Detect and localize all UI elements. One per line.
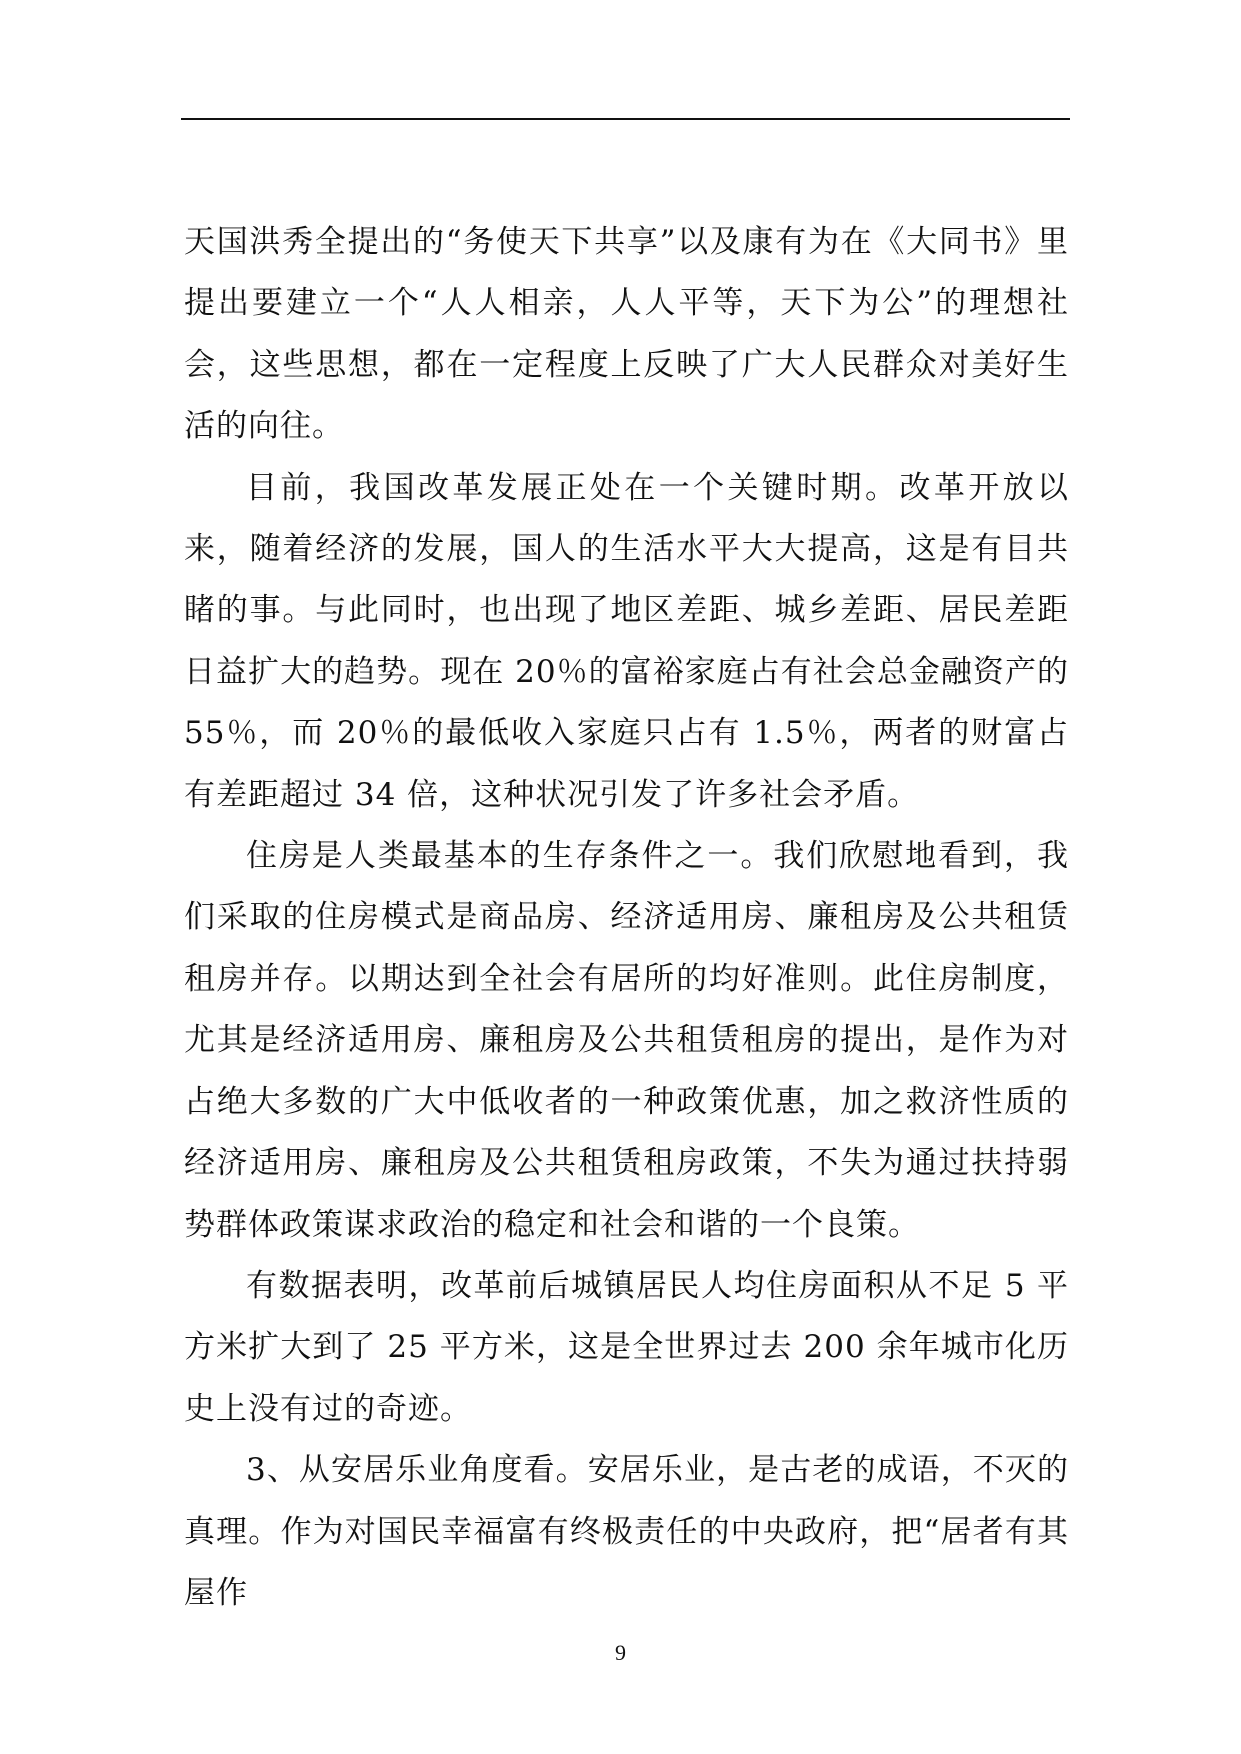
- paragraph-housing-model: 住房是人类最基本的生存条件之一。我们欣慰地看到，我们采取的住房模式是商品房、经济适用房、廉租房及公共租赁租房并存。以期达到全社会有居所的均好准则。此住房制度，尤其是经济适用房、廉租房及公共租赁租房的提出，是作为对占绝大多数的广大中低收者的一种政策优惠，加之救济性质的经济适用房、廉租房及公共租赁租房政策，不失为通过扶持弱势群体政策谋求政治的稳定和社会和谐的一个良策。: [184, 838, 1069, 1243]
- body-text: [184, 212, 1069, 1624]
- header-rule: [181, 118, 1070, 120]
- paragraph-continued: 天国洪秀全提出的“务使天下共享”以及康有为在《大同书》里提出要建立一个“人人相亲，人人平等，天下为公”的理想社会，这些思想，都在一定程度上反映了广大人民群众对美好生活的向往。: [184, 224, 1069, 445]
- page-number: 9: [615, 1640, 626, 1665]
- paragraph-section-3: 3、从安居乐业角度看。安居乐业，是古老的成语，不灭的真理。作为对国民幸福富有终极责任的中央政府，把“居者有其屋作: [184, 1452, 1069, 1611]
- paragraph-reform-period: 目前，我国改革发展正处在一个关键时期。改革开放以来，随着经济的发展，国人的生活水平大大提高，这是有目共睹的事。与此同时，也出现了地区差距、城乡差距、居民差距日益扩大的趋势。现在 20％的富裕家庭占有社会总金融资产的 55％，而 20％的最低收入家庭只占有 1.5％，两者的财富占有差距超过 34 倍，这种状况引发了许多社会矛盾。: [184, 469, 1069, 813]
- paragraph-housing-data: 有数据表明，改革前后城镇居民人均住房面积从不足 5 平方米扩大到了 25 平方米，这是全世界过去 200 余年城市化历史上没有过的奇迹。: [184, 1267, 1069, 1427]
